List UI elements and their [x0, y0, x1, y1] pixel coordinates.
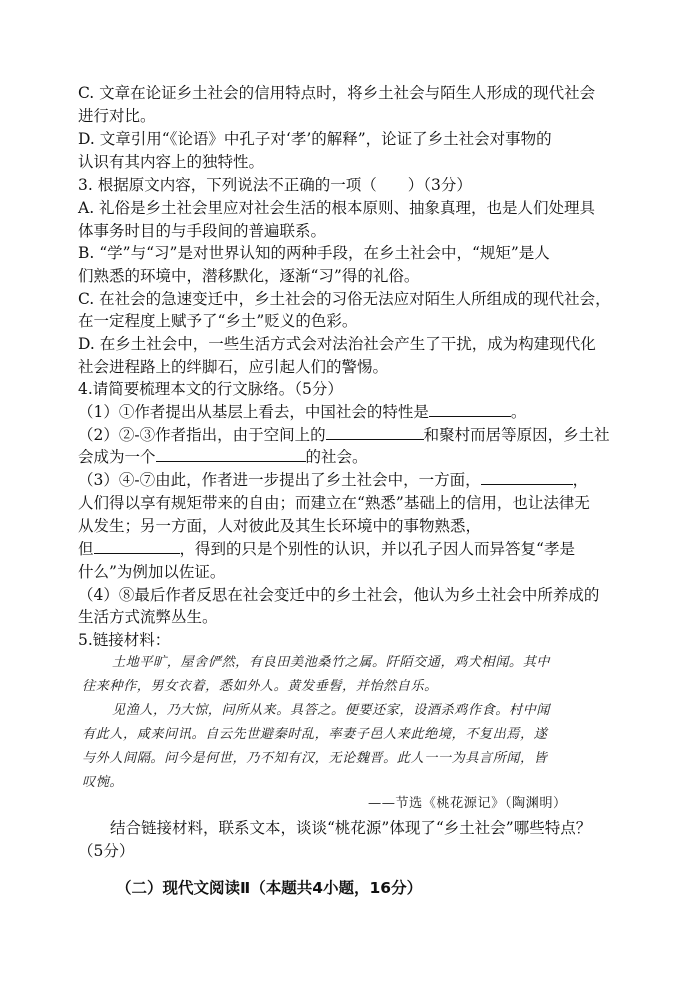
material-line-3: 见渔人，乃大惊，问所从来。具答之。便要还家，设酒杀鸡作食。村中闻 — [112, 703, 550, 718]
answer-blank[interactable] — [94, 538, 180, 554]
q4-item-3-line1 — [78, 469, 588, 491]
material-line-2: 往来种作，男女衣着，悉如外人。黄发垂髫，并怡然自乐。 — [82, 679, 438, 694]
material-line-4: 有此人，咸来问讯。自云先世避秦时乱，率妻子邑人来此绝境，不复出焉，遂 — [82, 727, 548, 742]
q3-option-b-line1: B. “学”与“习”是对世界认知的两种手段，在乡土社会中，“规矩”是人 — [78, 244, 550, 262]
answer-blank[interactable] — [326, 424, 424, 440]
q4-item-1-text: （1）①作者提出从基层上看去，中国社会的特性是 — [78, 403, 429, 421]
q4-item-3-text-a: （3）④-⑦由此，作者进一步提出了乡土社会中，一方面， — [78, 471, 481, 489]
material-line-5: 与外人间隔。问今是何世，乃不知有汉，无论魏晋。此人一一为具言所闻，皆 — [82, 751, 548, 766]
section-heading: （二）现代文阅读Ⅱ（本题共4小题，16分） — [116, 879, 423, 897]
question-5-prompt-line1: 结合链接材料，联系文本，谈谈“桃花源”体现了“乡土社会”哪些特点？ — [110, 819, 592, 837]
q4-item-3-text-b: ， — [572, 471, 589, 489]
q4-item-2-line2 — [78, 446, 368, 468]
material-line-1: 土地平旷，屋舍俨然，有良田美池桑竹之属。阡陌交通，鸡犬相闻。其中 — [112, 655, 550, 670]
answer-blank[interactable] — [429, 401, 511, 417]
material-line-6: 叹惋。 — [82, 775, 124, 790]
question-5: 5.链接材料： — [78, 631, 171, 649]
option-c-line1: C. 文章在论证乡土社会的信用特点时，将乡土社会与陌生人形成的现代社会 — [78, 84, 596, 102]
question-5-prompt-line2: （5分） — [78, 842, 135, 860]
q3-option-b-line2: 们熟悉的环境中，潜移默化，逐渐“习”得的礼俗。 — [78, 267, 420, 285]
q4-item-4-line2: 生活方式流弊丛生。 — [78, 608, 218, 626]
q4-item-4-line1: （4）⑧最后作者反思在社会变迁中的乡土社会，他认为乡土社会中所养成的 — [78, 586, 600, 604]
question-4: 4.请简要梳理本文的行文脉络。（5分） — [78, 380, 343, 398]
material-source: ——节选《桃花源记》（陶渊明） — [368, 796, 567, 811]
q3-option-d-line1: D. 在乡土社会中，一些生活方式会对法治社会产生了干扰，成为构建现代化 — [78, 335, 596, 353]
q3-option-a-line1: A. 礼俗是乡土社会里应对社会生活的根本原则、抽象真理，也是人们处理具 — [78, 199, 596, 217]
option-d-line1: D. 文章引用“《论语》中孔子对‘孝’的解释”，论证了乡土社会对事物的 — [78, 130, 552, 148]
q4-item-2-text-c: 会成为一个 — [78, 448, 156, 466]
option-c-line2: 进行对比。 — [78, 107, 156, 125]
q4-item-2-text-d: 的社会。 — [305, 448, 368, 466]
q3-option-c-line2: 在一定程度上赋予了“乡土”贬义的色彩。 — [78, 312, 358, 330]
q4-item-3-line4 — [78, 538, 575, 560]
q4-item-1 — [78, 401, 526, 423]
q3-option-a-line2: 体事务时目的与手段间的普遍联系。 — [78, 222, 327, 240]
q4-item-3-line5: 什么”为例加以佐证。 — [78, 563, 226, 581]
q3-option-d-line2: 社会进程路上的绊脚石，应引起人们的警惕。 — [78, 358, 389, 376]
answer-blank[interactable] — [156, 446, 306, 462]
q4-item-3-text-f: ，得到的只是个别性的认识，并以孔子因人而异答复“孝是 — [179, 540, 575, 558]
q4-item-2-line1 — [78, 424, 610, 446]
option-d-line2: 认识有其内容上的独特性。 — [78, 153, 265, 171]
q4-item-1-end: 。 — [510, 403, 527, 421]
question-3: 3. 根据原文内容，下列说法不正确的一项（ ）（3分） — [78, 176, 472, 194]
q3-option-c-line1: C. 在社会的急速变迁中，乡土社会的习俗无法应对陌生人所组成的现代社会， — [78, 290, 611, 308]
q4-item-2-text-b: 和聚村而居等原因，乡土社 — [423, 426, 610, 444]
q4-item-2-text-a: （2）②-③作者指出，由于空间上的 — [78, 426, 326, 444]
q4-item-3-text-e: 但 — [78, 540, 94, 558]
answer-blank[interactable] — [481, 469, 573, 485]
q4-item-3-line3: 从发生；另一方面，人对彼此及其生长环境中的事物熟悉， — [78, 517, 482, 535]
q4-item-3-line2: 人们得以享有规矩带来的自由；而建立在“熟悉”基础上的信用，也让法律无 — [78, 494, 590, 512]
